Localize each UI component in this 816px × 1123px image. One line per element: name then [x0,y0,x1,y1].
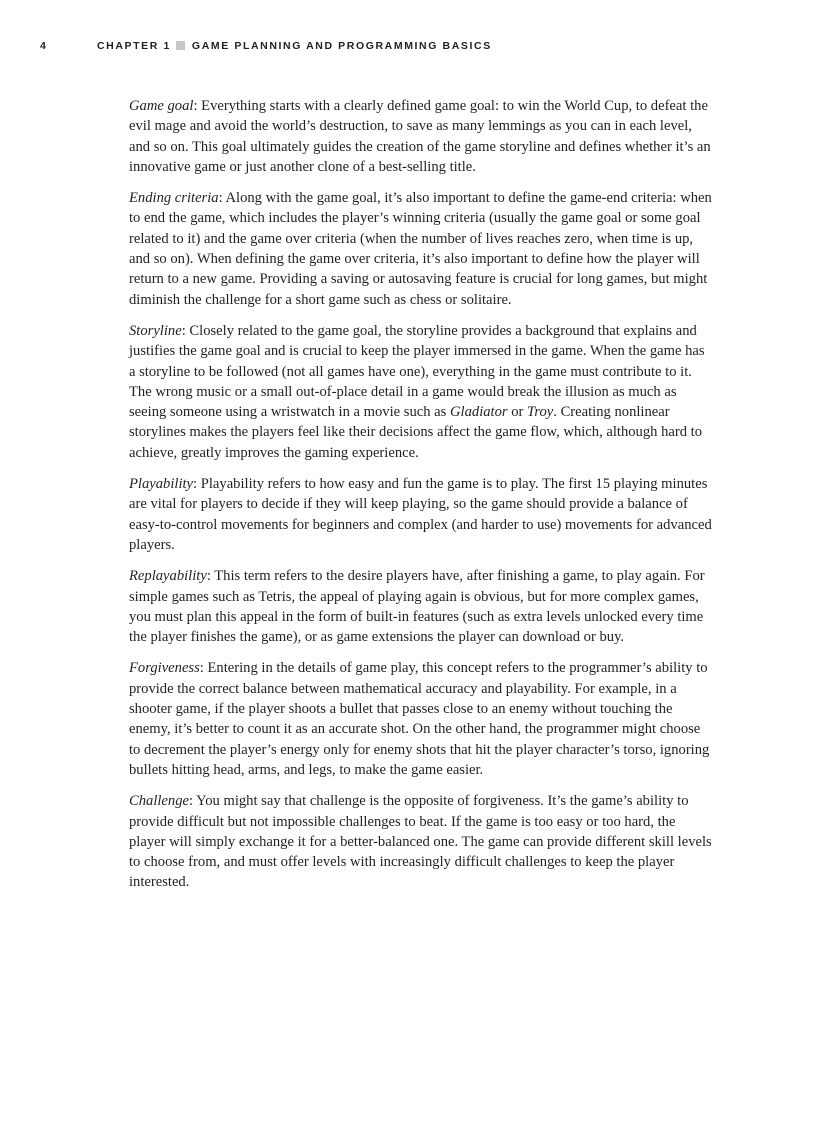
body-text [129,96,713,904]
paragraph-text: : Everything starts with a clearly defined game goal: to win the World Cup, to defeat the evil mage and avoid the world’s destruction, to save as many lemmings as you can in each level, and so on. This goal ultimately guides the creation of the game storyline and defines whether it’s an innovative game or just another clone of a best-selling title. [129,98,711,175]
movie-title: Gladiator [450,404,508,421]
paragraph-text: : Closely related to the game goal, the storyline provides a background that explains and justifies the game goal and is crucial to keep the player immersed in the game. When the game has a storyline to be followed (not all games have one), everything in the game must contribute to it. The wrong music or a small out-of-place detail in a game would break the illusion as much as seeing someone using a wristwatch in a movie such as [129,322,705,421]
term-label: Storyline [129,322,182,339]
page-number: 4 [40,40,48,52]
paragraph-text: : Playability refers to how easy and fun the game is to play. The first 15 playing minutes are vital for players to decide if they will keep playing, so the game should provide a balance of easy-to-control movements for beginners and complex (and harder to use) movements for advanced players. [129,476,712,553]
term-label: Ending criteria [129,190,219,207]
paragraph-text: : This term refers to the desire players have, after finishing a game, to play again. For simple games such as Tetris, the appeal of playing again is obvious, but for more complex games, you must plan this appeal in the form of built-in features (such as extra levels unlocked every time the player finishes the game), or as game extensions the player can download or buy. [129,568,705,646]
separator-square-icon [176,41,185,50]
paragraph-storyline [129,321,713,463]
paragraph-text: . Creating nonlinear storylines makes the players feel like their decisions affect the game flow, which, although hard to achieve, greatly improves the gaming experience. [129,404,703,461]
running-header [40,40,776,56]
paragraph-ending-criteria [129,188,713,310]
paragraph-forgiveness [129,658,713,780]
paragraph-text: : You might say that challenge is the opposite of forgiveness. It’s the game’s ability to provide difficult but not impossible challenges to beat. If the game is too easy or too hard, the player will simply exchange it for a better-balanced one. The game can provide different skill levels to choose from, and must offer levels with increasingly difficult challenges to keep the player interested. [129,793,712,891]
term-label: Forgiveness [129,660,200,677]
term-label: Playability [129,476,194,493]
running-head [97,40,492,52]
paragraph-text: : Entering in the details of game play, this concept refers to the programmer’s ability to provide the correct balance between mathematical accuracy and playability. For example, in a shooter game, if the player shoots a bullet that passes close to an enemy without touching the enemy, it’s better to count it as an accurate shot. On the other hand, the programmer might choose to decrement the player’s energy only for enemy shots that hit the player character’s torso, ignoring bullets hitting head, arms, and legs, to make the game easier. [129,660,710,778]
paragraph-replayability [129,566,713,647]
movie-title: Troy [527,404,554,421]
paragraph-game-goal [129,96,713,177]
term-label: Game goal [129,98,194,114]
paragraph-challenge [129,791,713,892]
term-label: Challenge [129,793,189,810]
paragraph-text: or [507,404,528,421]
paragraph-text: : Along with the game goal, it’s also important to define the game-end criteria: when to end the game, which includes the player’s winning criteria (usually the game goal or some goal related to it) and the game over criteria (when the number of lives reaches zero, when time is up, and so on). When defining the game over criteria, it’s also important to define how the player will return to a new game. Providing a saving or autosaving feature is crucial for long games, but might diminish the challenge for a short game such as chess or solitaire. [129,190,712,308]
chapter-title: GAME PLANNING AND PROGRAMMING BASICS [191,40,492,52]
paragraph-playability [129,474,713,555]
chapter-label: CHAPTER 1 [97,40,171,52]
term-label: Replayability [129,568,207,585]
